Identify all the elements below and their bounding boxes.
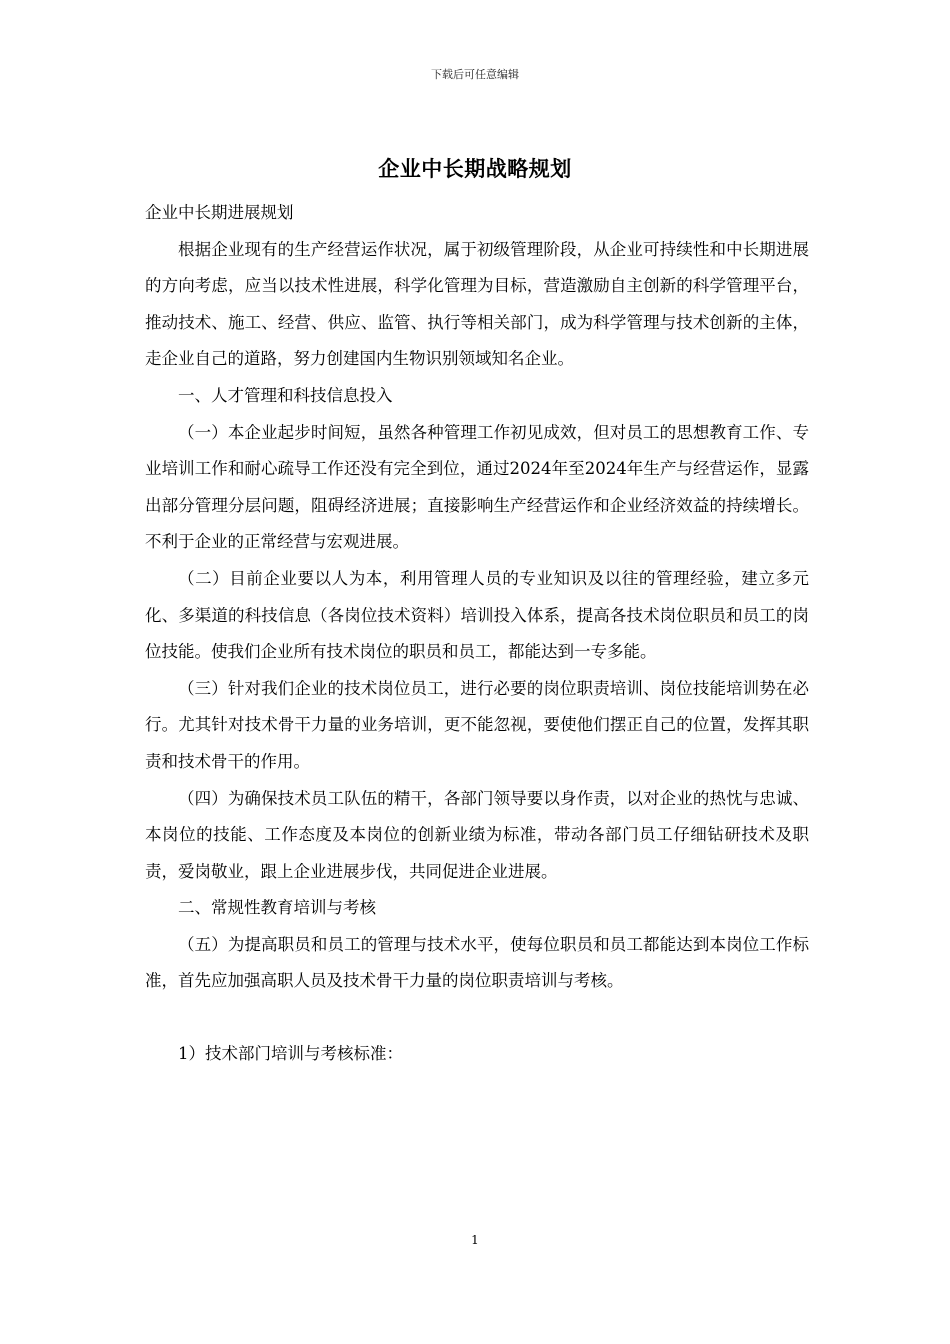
section-heading-2: 二、常规性教育培训与考核 xyxy=(178,898,376,918)
paragraph-item-5: （五）为提高职员和员工的管理与技术水平，使每位职员和员工都能达到本岗位工作标准，首先应加强高职人员及技术骨干力量的岗位职责培训与考核。 xyxy=(145,934,809,991)
document-title: 企业中长期战略规划 xyxy=(378,157,572,181)
section-heading-1: 一、人才管理和科技信息投入 xyxy=(178,385,393,405)
page-number: 1 xyxy=(471,1233,479,1247)
paragraph-item-3: （三）针对我们企业的技术岗位员工，进行必要的岗位职责培训、岗位技能培训势在必行。尤其针对技术骨干力量的业务培训，更不能忽视，要使他们摆正自己的位置，发挥其职责和技术骨干的作用。 xyxy=(145,678,809,771)
page-header: 下载后可任意编辑 xyxy=(431,68,519,81)
paragraph-item-2: （二）目前企业要以人为本，利用管理人员的专业知识及以往的管理经验，建立多元化、多渠道的科技信息（各岗位技术资料）培训投入体系，提高各技术岗位职员和员工的岗位技能。使我们企业所有技术岗位的职员和员工，都能达到一专多能。 xyxy=(145,568,809,662)
document-body xyxy=(145,195,809,1073)
paragraph-item-1: （一）本企业起步时间短，虽然各种管理工作初见成效，但对员工的思想教育工作、专业培训工作和耐心疏导工作还没有完全到位，通过2024年至2024年生产与经营运作，显露出部分管理分层问题，阻碍经济进展；直接影响生产经营运作和企业经济效益的持续增长。不利于企业的正常经营与宏观进展。 xyxy=(145,422,809,552)
paragraph-item-4: （四）为确保技术员工队伍的精干，各部门领导要以身作责，以对企业的热忱与忠诚、本岗位的技能、工作态度及本岗位的创新业绩为标准，带动各部门员工仔细钻研技术及职责，爱岗敬业，跟上企业进展步伐，共同促进企业进展。 xyxy=(145,788,809,881)
paragraph-intro: 根据企业现有的生产经营运作状况，属于初级管理阶段，从企业可持续性和中长期进展的方向考虑，应当以技术性进展，科学化管理为目标，营造激励自主创新的科学管理平台，推动技术、施工、经营、供应、监管、执行等相关部门，成为科学管理与技术创新的主体，走企业自己的道路，努力创建国内生物识别领域知名企业。 xyxy=(145,239,809,369)
subtitle: 企业中长期进展规划 xyxy=(145,203,294,222)
list-item-heading: 1）技术部门培训与考核标准： xyxy=(178,1044,403,1064)
